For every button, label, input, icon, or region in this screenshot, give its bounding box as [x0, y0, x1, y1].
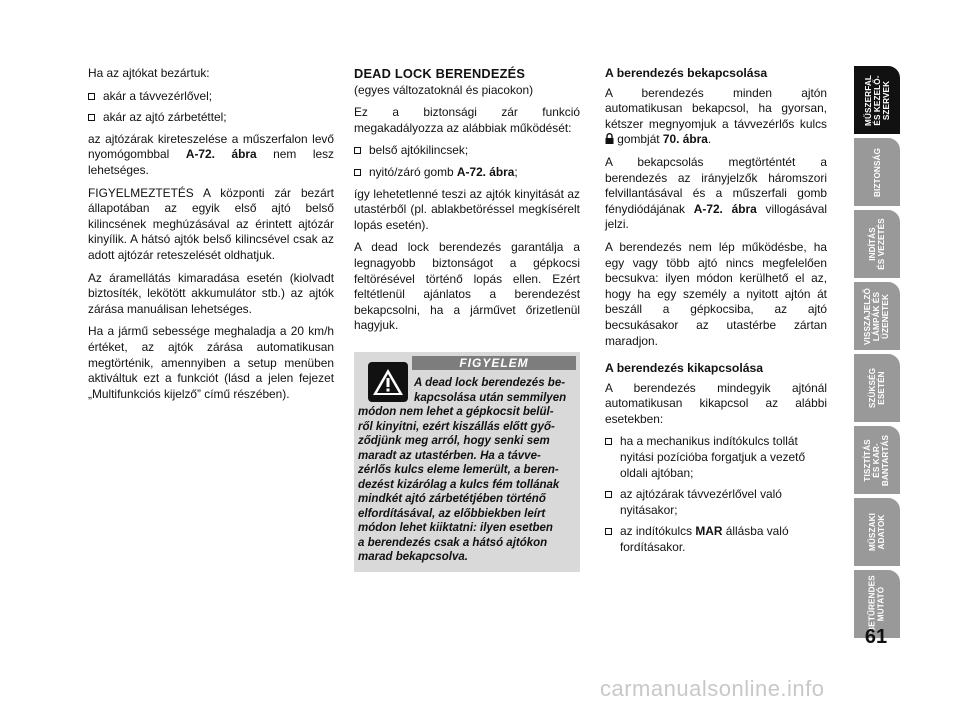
- list-item: akár az ajtó zárbetéttel;: [88, 110, 334, 126]
- paragraph: A berendezés minden ajtón automatikusan bekapcsol, ha gyorsan, kétszer megnyomjuk a távvezérlős kulcs gombját 70. ábra.: [605, 85, 827, 147]
- warning-box: [354, 352, 580, 572]
- figure-reference: A-72. ábra: [185, 147, 257, 162]
- checkbox-bullet-icon: [88, 93, 95, 100]
- paragraph: Ez a biztonsági zár funkció megakadályozza az alábbiak működését:: [354, 105, 580, 135]
- checkbox-bullet-icon: [354, 147, 361, 154]
- paragraph: Az áramellátás kimaradása esetén (kiolvadt biztosíték, lekötött akkumulátor stb.) az ajtók zárása manuálisan lehetséges.: [88, 270, 334, 316]
- figure-reference: A-72. ábra: [456, 164, 515, 179]
- list-item: az indítókulcs MAR állásba való fordításakor.: [605, 524, 827, 555]
- padlock-icon: [605, 132, 614, 146]
- section-subheading: (egyes változatoknál és piacokon): [354, 82, 534, 97]
- paragraph: A berendezés mindegyik ajtónál automatikusan kikapcsol az alábbi esetekben:: [605, 380, 827, 426]
- tab-instrument-panel[interactable]: MŰSZERFAL ÉS KEZELŐ- SZERVEK: [854, 66, 900, 134]
- paragraph: A dead lock berendezés garantálja a legnagyobb biztonságot a gépkocsi feltörésével történő lopás ellen. Ezért feltétlenül ajánlatos a berendezést bekapcsolni, ha a járművet őrizetlenül hagyjuk.: [354, 240, 580, 333]
- tab-index[interactable]: BETŰRENDES MUTATÓ: [854, 570, 900, 638]
- intro-text: Ha az ajtókat bezártuk:: [88, 66, 210, 80]
- section-heading: A berendezés bekapcsolása: [605, 66, 768, 80]
- paragraph: Ha a jármű sebessége meghaladja a 20 km/h értéket, az ajtók zárása automatikusan megtörténik, amennyiben a setup menüben aktiváltuk ezt a funkciót (lásd a jelen fejezet „Multifunkciós kijelző” című részében).: [88, 324, 334, 401]
- page-number: 61: [864, 626, 888, 648]
- list-item: nyitó/záró gomb A-72. ábra;: [354, 165, 580, 181]
- list-item: belső ajtókilincsek;: [354, 143, 580, 159]
- paragraph: az ajtózárak kireteszelése a műszerfalon levő nyomógombbal A-72. ábra nem lesz lehetséges.: [88, 131, 334, 177]
- column-left: [88, 66, 334, 409]
- paragraph: FIGYELMEZTETÉS A központi zár bezárt állapotában az egyik első ajtó belső kilincsének meghúzásával az érintett ajtózár kinyílik. A hátsó ajtók belső kilincsével csak az adott ajtózár reteszelését oldhatjuk.: [88, 185, 334, 262]
- tab-emergency[interactable]: SZÜKSÉG ESETÉN: [854, 354, 900, 422]
- section-heading: A berendezés kikapcsolása: [605, 361, 764, 376]
- paragraph: így lehetetlenné teszi az ajtók kinyitását az utastérből (pl. ablakbetöréssel megkísérelt lopás esetén).: [354, 186, 580, 232]
- tab-safety[interactable]: BIZTONSÁG: [854, 138, 900, 206]
- tab-starting-driving[interactable]: INDÍTÁS ÉS VEZETÉS: [854, 210, 900, 278]
- checkbox-bullet-icon: [605, 528, 612, 535]
- paragraph: A berendezés nem lép működésbe, ha egy vagy több ajtó nincs megfelelően becsukva: ilyen módon kerülhető el az, hogy ha egy személy a nyitott ajtón át beszáll a gépkocsiba, az ajtó becsukásakor az utastérbe zártan maradjon.: [605, 239, 827, 348]
- column-middle: [354, 66, 580, 341]
- tab-technical-data[interactable]: MŰSZAKI ADATOK: [854, 498, 900, 566]
- checkbox-bullet-icon: [605, 438, 612, 445]
- list-item: ha a mechanikus indítókulcs tollát nyitási pozícióba forgatjuk a vezető oldali ajtóban;: [605, 434, 827, 481]
- watermark: carmanualsonline.info: [600, 676, 825, 701]
- section-heading: DEAD LOCK BERENDEZÉS: [354, 66, 526, 81]
- figure-reference: 70. ábra: [662, 132, 708, 147]
- checkbox-bullet-icon: [354, 169, 361, 176]
- column-right: [605, 66, 827, 562]
- tab-maintenance[interactable]: TISZTÍTÁS ÉS KAR- BANTARTÁS: [854, 426, 900, 494]
- checkbox-bullet-icon: [605, 491, 612, 498]
- list-item: az ajtózárak távvezérlővel való nyitásakor;: [605, 487, 827, 518]
- warning-text: A dead lock berendezés be- kapcsolása után semmilyen módon nem lehet a gépkocsit belül- ről kinyitni, ezért kiszállás előtt győ- ződjünk meg arról, hogy senki sem maradt az utastérben. Ha a távve- zérlős kulcs eleme lemerült, a beren- dezést kizárólag a kulcs fém tollának mindkét ajtó zárbetétjében történő elfordításával, az előbbiekben leírt módon lehet kiiktatni: ilyen esetben a berendezés csak a hátsó ajtókon marad bekapcsolva.: [358, 377, 567, 563]
- figure-reference: A-72. ábra: [693, 201, 757, 216]
- tab-warning-lights[interactable]: VISSZAJELZŐ LÁMPÁK ÉS ÜZENETEK: [854, 282, 900, 350]
- warning-title: FIGYELEM: [412, 356, 576, 370]
- paragraph: A bekapcsolás megtörténtét a berendezés az irányjelzők háromszori felvillantásával és a műszerfali gomb fénydiódájának A-72. ábra villogásával jelzi.: [605, 154, 827, 232]
- checkbox-bullet-icon: [88, 114, 95, 121]
- list-item: akár a távvezérlővel;: [88, 89, 334, 105]
